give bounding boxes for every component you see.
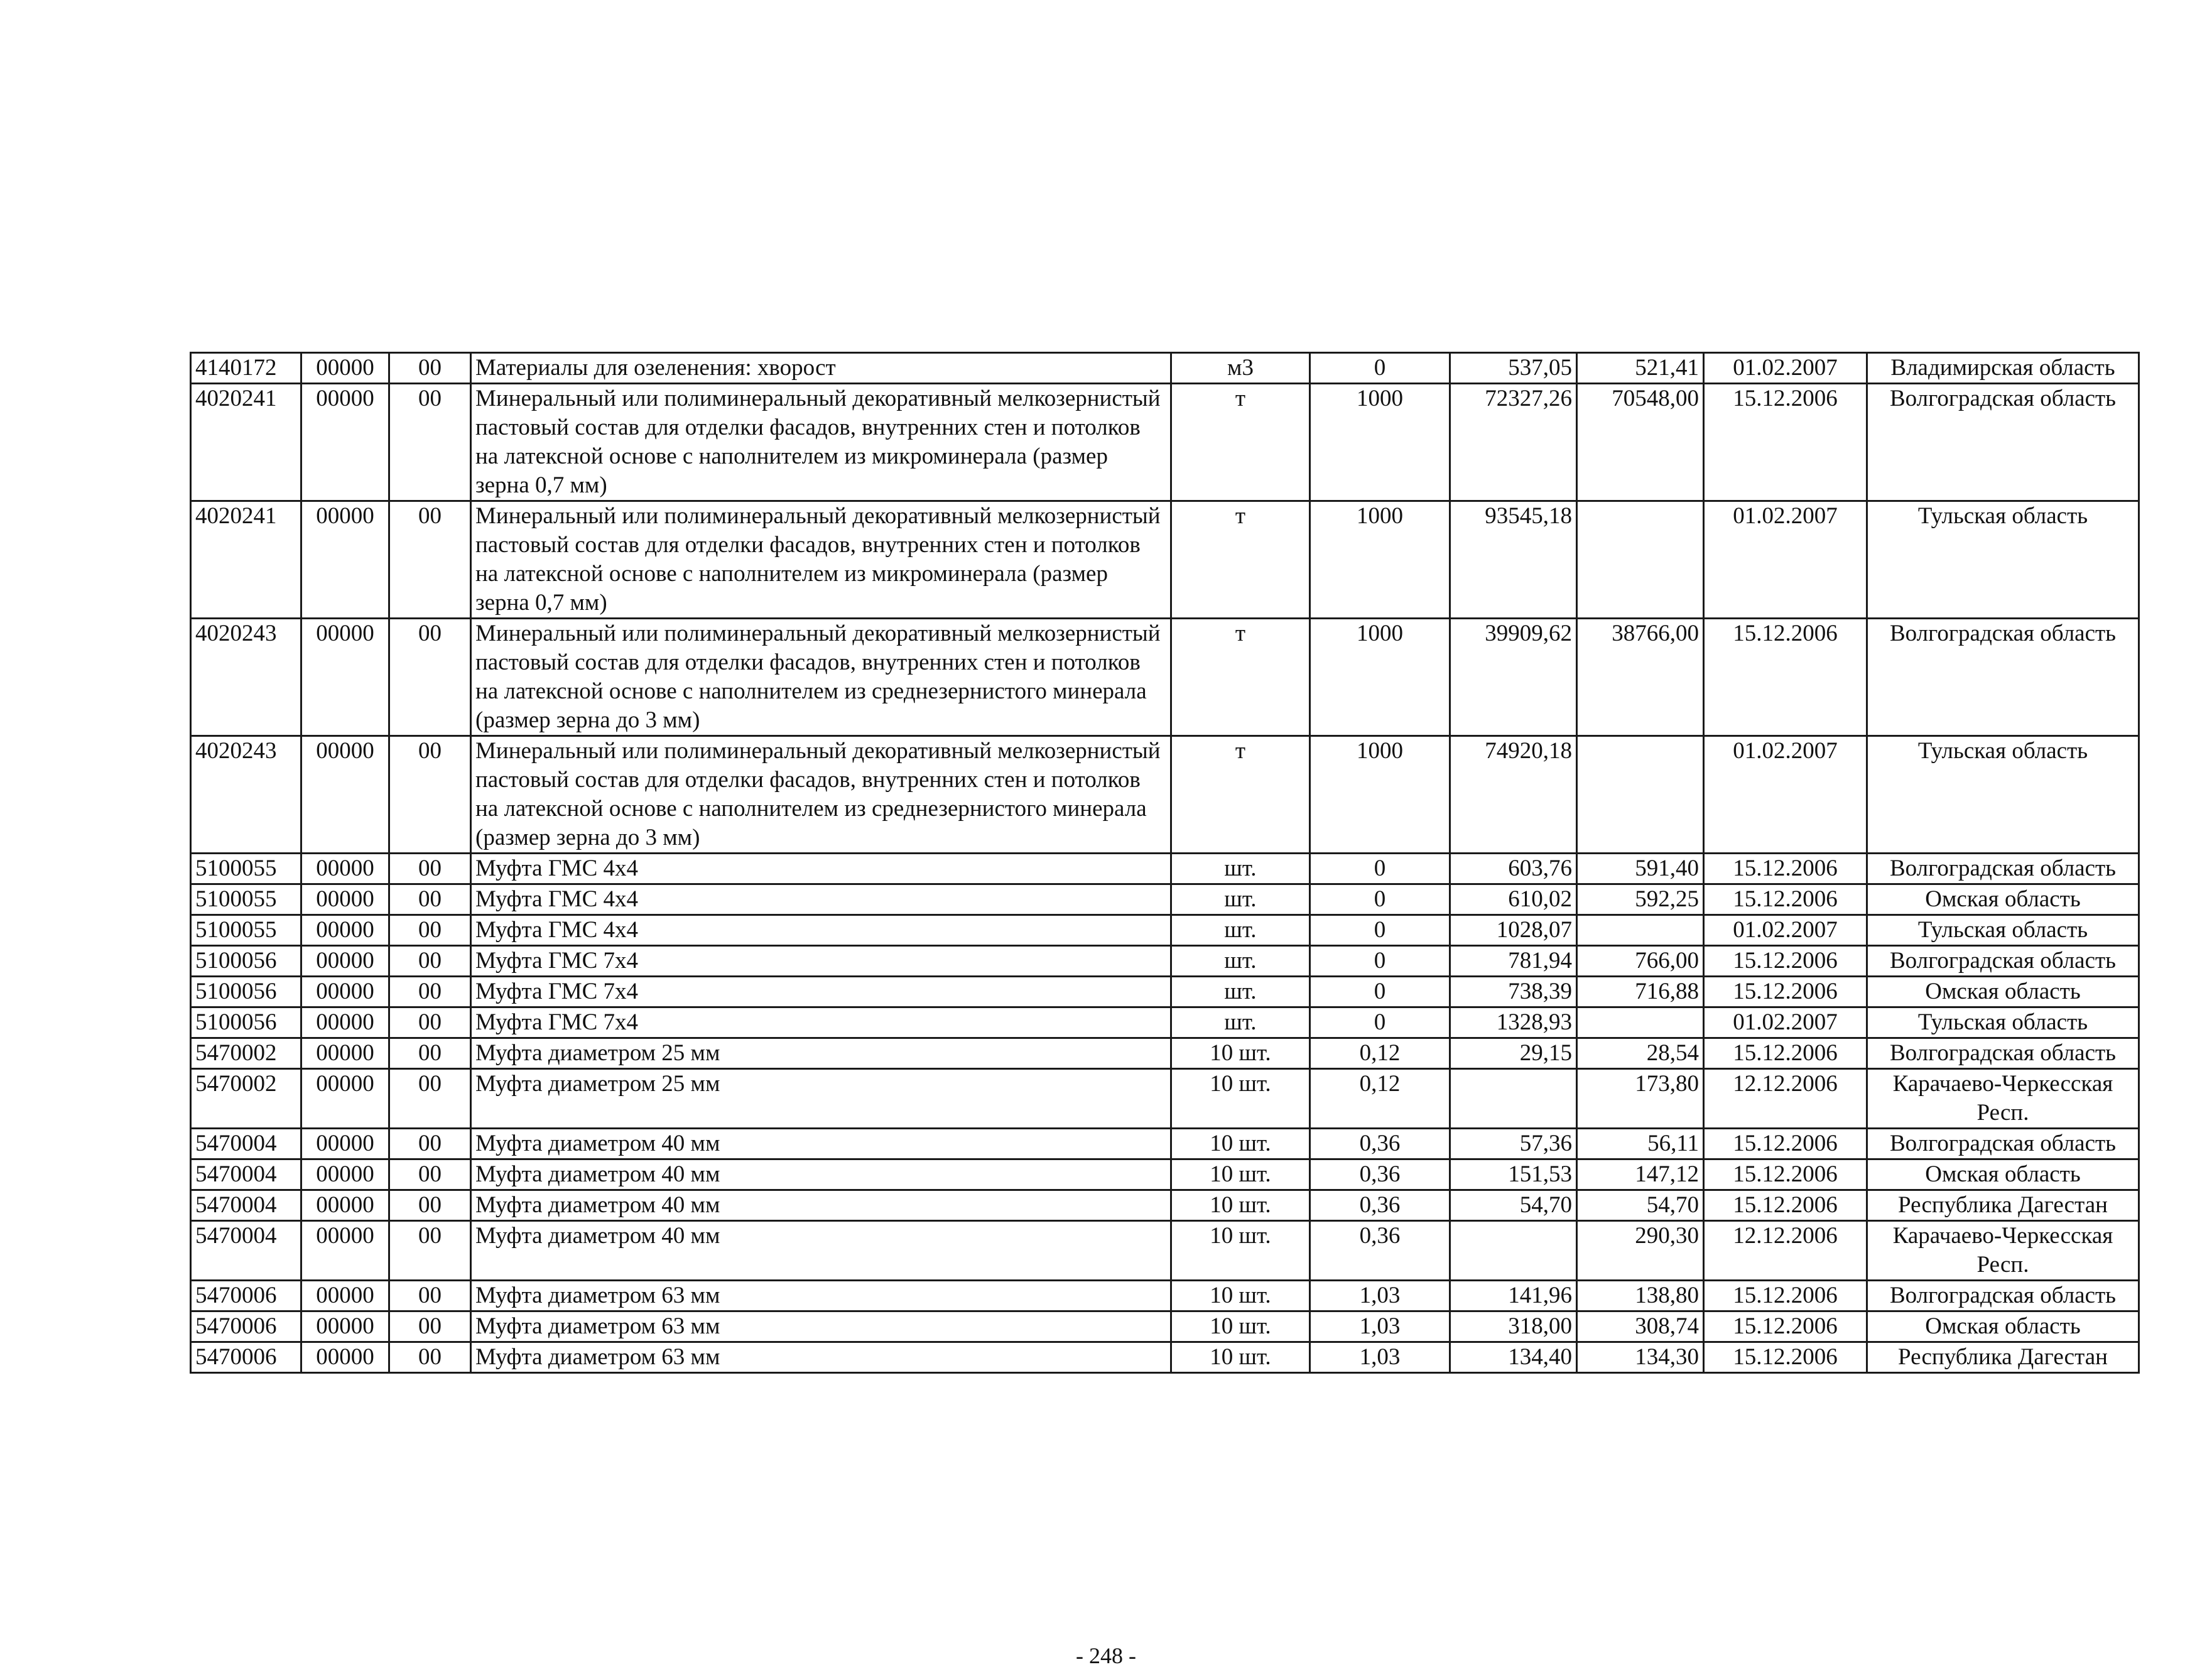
table-row xyxy=(191,1038,2139,1069)
cell-date: 15.12.2006 xyxy=(1704,854,1867,884)
cell-index: 00 xyxy=(389,353,471,384)
cell-price-1: 72327,26 xyxy=(1450,384,1577,501)
cell-price-2: 134,30 xyxy=(1577,1342,1704,1373)
cell-unit: 10 шт. xyxy=(1171,1190,1310,1221)
cell-price-1: 603,76 xyxy=(1450,854,1577,884)
cell-date: 15.12.2006 xyxy=(1704,384,1867,501)
cell-unit: 10 шт. xyxy=(1171,1069,1310,1129)
cell-price-1: 151,53 xyxy=(1450,1159,1577,1190)
cell-price-2: 70548,00 xyxy=(1577,384,1704,501)
cell-subcode: 00000 xyxy=(301,1342,389,1373)
table-row xyxy=(191,1311,2139,1342)
cell-index: 00 xyxy=(389,1281,471,1311)
table-row xyxy=(191,736,2139,854)
cell-date: 15.12.2006 xyxy=(1704,884,1867,915)
cell-name: Муфта диаметром 40 мм xyxy=(471,1190,1171,1221)
cell-unit: шт. xyxy=(1171,977,1310,1007)
cell-unit: шт. xyxy=(1171,884,1310,915)
table-row xyxy=(191,1281,2139,1311)
table-row xyxy=(191,884,2139,915)
cell-unit: шт. xyxy=(1171,1007,1310,1038)
cell-date: 15.12.2006 xyxy=(1704,1311,1867,1342)
cell-name: Муфта диаметром 63 мм xyxy=(471,1311,1171,1342)
cell-unit: шт. xyxy=(1171,915,1310,946)
cell-date: 15.12.2006 xyxy=(1704,1281,1867,1311)
cell-region: Республика Дагестан xyxy=(1867,1342,2139,1373)
cell-date: 15.12.2006 xyxy=(1704,1038,1867,1069)
cell-code: 5470004 xyxy=(191,1129,301,1159)
cell-index: 00 xyxy=(389,736,471,854)
cell-date: 15.12.2006 xyxy=(1704,1190,1867,1221)
cell-unit: 10 шт. xyxy=(1171,1038,1310,1069)
cell-code: 5470004 xyxy=(191,1190,301,1221)
cell-code: 5100055 xyxy=(191,854,301,884)
table-row xyxy=(191,1221,2139,1281)
cell-unit: 10 шт. xyxy=(1171,1129,1310,1159)
cell-quantity: 0 xyxy=(1310,854,1450,884)
cell-code: 5470002 xyxy=(191,1038,301,1069)
cell-unit: шт. xyxy=(1171,854,1310,884)
cell-unit: 10 шт. xyxy=(1171,1342,1310,1373)
cell-region: Волгоградская область xyxy=(1867,384,2139,501)
cell-subcode: 00000 xyxy=(301,1007,389,1038)
cell-name: Минеральный или полиминеральный декоративный мелкозернистый пастовый состав для отделки фасадов, внутренних стен и потолков на латексной основе с наполнителем из среднезернистого минерала (размер зерна до 3 мм) xyxy=(471,736,1171,854)
cell-price-2: 147,12 xyxy=(1577,1159,1704,1190)
cell-code: 5470006 xyxy=(191,1281,301,1311)
cell-name: Муфта диаметром 40 мм xyxy=(471,1221,1171,1281)
cell-price-1: 134,40 xyxy=(1450,1342,1577,1373)
cell-price-1: 537,05 xyxy=(1450,353,1577,384)
table-row xyxy=(191,1159,2139,1190)
cell-price-1: 74920,18 xyxy=(1450,736,1577,854)
price-table xyxy=(190,352,2140,1374)
cell-unit: м3 xyxy=(1171,353,1310,384)
cell-price-1: 141,96 xyxy=(1450,1281,1577,1311)
cell-price-1: 1328,93 xyxy=(1450,1007,1577,1038)
cell-name: Муфта ГМС 4х4 xyxy=(471,884,1171,915)
cell-index: 00 xyxy=(389,884,471,915)
table-row xyxy=(191,384,2139,501)
cell-name: Материалы для озеленения: хворост xyxy=(471,353,1171,384)
cell-index: 00 xyxy=(389,619,471,736)
cell-unit: т xyxy=(1171,736,1310,854)
cell-unit: т xyxy=(1171,384,1310,501)
cell-index: 00 xyxy=(389,1007,471,1038)
cell-subcode: 00000 xyxy=(301,854,389,884)
cell-subcode: 00000 xyxy=(301,353,389,384)
cell-quantity: 1000 xyxy=(1310,384,1450,501)
cell-subcode: 00000 xyxy=(301,736,389,854)
cell-region: Тульская область xyxy=(1867,915,2139,946)
cell-region: Омская область xyxy=(1867,884,2139,915)
cell-quantity: 0 xyxy=(1310,353,1450,384)
cell-region: Владимирская область xyxy=(1867,353,2139,384)
cell-code: 5100055 xyxy=(191,884,301,915)
cell-price-1: 57,36 xyxy=(1450,1129,1577,1159)
cell-name: Муфта диаметром 25 мм xyxy=(471,1038,1171,1069)
cell-date: 01.02.2007 xyxy=(1704,736,1867,854)
cell-price-2: 766,00 xyxy=(1577,946,1704,977)
cell-date: 01.02.2007 xyxy=(1704,501,1867,619)
cell-index: 00 xyxy=(389,1221,471,1281)
cell-region: Республика Дагестан xyxy=(1867,1190,2139,1221)
cell-quantity: 0,36 xyxy=(1310,1190,1450,1221)
cell-quantity: 1000 xyxy=(1310,619,1450,736)
cell-price-2: 308,74 xyxy=(1577,1311,1704,1342)
cell-subcode: 00000 xyxy=(301,384,389,501)
cell-price-1: 54,70 xyxy=(1450,1190,1577,1221)
cell-subcode: 00000 xyxy=(301,619,389,736)
cell-name: Минеральный или полиминеральный декоративный мелкозернистый пастовый состав для отделки фасадов, внутренних стен и потолков на латексной основе с наполнителем из среднезернистого минерала (размер зерна до 3 мм) xyxy=(471,619,1171,736)
cell-date: 12.12.2006 xyxy=(1704,1221,1867,1281)
cell-subcode: 00000 xyxy=(301,946,389,977)
cell-date: 15.12.2006 xyxy=(1704,1342,1867,1373)
cell-region: Омская область xyxy=(1867,977,2139,1007)
cell-price-1: 610,02 xyxy=(1450,884,1577,915)
cell-price-2: 28,54 xyxy=(1577,1038,1704,1069)
cell-price-2: 54,70 xyxy=(1577,1190,1704,1221)
cell-price-2: 591,40 xyxy=(1577,854,1704,884)
cell-subcode: 00000 xyxy=(301,1311,389,1342)
cell-price-2 xyxy=(1577,915,1704,946)
cell-price-1: 39909,62 xyxy=(1450,619,1577,736)
cell-quantity: 0,36 xyxy=(1310,1159,1450,1190)
cell-index: 00 xyxy=(389,1069,471,1129)
cell-price-2: 56,11 xyxy=(1577,1129,1704,1159)
cell-quantity: 1,03 xyxy=(1310,1281,1450,1311)
cell-date: 15.12.2006 xyxy=(1704,977,1867,1007)
cell-subcode: 00000 xyxy=(301,1129,389,1159)
cell-price-1 xyxy=(1450,1069,1577,1129)
cell-code: 5100056 xyxy=(191,1007,301,1038)
cell-date: 15.12.2006 xyxy=(1704,946,1867,977)
cell-region: Тульская область xyxy=(1867,1007,2139,1038)
cell-name: Муфта ГМС 4х4 xyxy=(471,915,1171,946)
cell-price-2: 521,41 xyxy=(1577,353,1704,384)
table-row xyxy=(191,854,2139,884)
cell-subcode: 00000 xyxy=(301,977,389,1007)
cell-code: 5100056 xyxy=(191,946,301,977)
cell-date: 01.02.2007 xyxy=(1704,915,1867,946)
cell-quantity: 1000 xyxy=(1310,736,1450,854)
cell-subcode: 00000 xyxy=(301,1069,389,1129)
cell-name: Муфта диаметром 40 мм xyxy=(471,1129,1171,1159)
cell-name: Муфта ГМС 7х4 xyxy=(471,1007,1171,1038)
cell-name: Муфта диаметром 63 мм xyxy=(471,1342,1171,1373)
cell-region: Волгоградская область xyxy=(1867,1038,2139,1069)
cell-price-1: 1028,07 xyxy=(1450,915,1577,946)
cell-quantity: 1,03 xyxy=(1310,1311,1450,1342)
cell-index: 00 xyxy=(389,1129,471,1159)
cell-index: 00 xyxy=(389,384,471,501)
cell-date: 15.12.2006 xyxy=(1704,1129,1867,1159)
cell-quantity: 0,12 xyxy=(1310,1069,1450,1129)
cell-subcode: 00000 xyxy=(301,1038,389,1069)
table-row xyxy=(191,1069,2139,1129)
cell-price-2 xyxy=(1577,1007,1704,1038)
cell-unit: шт. xyxy=(1171,946,1310,977)
cell-price-2 xyxy=(1577,736,1704,854)
cell-quantity: 0 xyxy=(1310,946,1450,977)
cell-quantity: 0,36 xyxy=(1310,1221,1450,1281)
cell-quantity: 0 xyxy=(1310,915,1450,946)
cell-region: Волгоградская область xyxy=(1867,946,2139,977)
table-row xyxy=(191,1129,2139,1159)
cell-subcode: 00000 xyxy=(301,501,389,619)
cell-index: 00 xyxy=(389,915,471,946)
cell-code: 4020243 xyxy=(191,736,301,854)
cell-code: 5470004 xyxy=(191,1159,301,1190)
cell-price-1: 781,94 xyxy=(1450,946,1577,977)
cell-code: 5100055 xyxy=(191,915,301,946)
cell-index: 00 xyxy=(389,1342,471,1373)
cell-index: 00 xyxy=(389,1038,471,1069)
cell-unit: 10 шт. xyxy=(1171,1281,1310,1311)
cell-quantity: 0 xyxy=(1310,1007,1450,1038)
cell-quantity: 0 xyxy=(1310,884,1450,915)
cell-price-2 xyxy=(1577,501,1704,619)
cell-name: Муфта диаметром 40 мм xyxy=(471,1159,1171,1190)
cell-price-2: 592,25 xyxy=(1577,884,1704,915)
page-number: - 248 - xyxy=(1076,1643,1136,1668)
cell-date: 01.02.2007 xyxy=(1704,353,1867,384)
cell-code: 4020243 xyxy=(191,619,301,736)
cell-code: 4140172 xyxy=(191,353,301,384)
cell-code: 5100056 xyxy=(191,977,301,1007)
cell-price-1: 318,00 xyxy=(1450,1311,1577,1342)
cell-price-1: 93545,18 xyxy=(1450,501,1577,619)
cell-date: 15.12.2006 xyxy=(1704,1159,1867,1190)
cell-quantity: 1,03 xyxy=(1310,1342,1450,1373)
cell-index: 00 xyxy=(389,854,471,884)
table-row xyxy=(191,619,2139,736)
cell-unit: т xyxy=(1171,501,1310,619)
cell-quantity: 0,12 xyxy=(1310,1038,1450,1069)
cell-date: 12.12.2006 xyxy=(1704,1069,1867,1129)
cell-region: Волгоградская область xyxy=(1867,619,2139,736)
cell-name: Минеральный или полиминеральный декоративный мелкозернистый пастовый состав для отделки фасадов, внутренних стен и потолков на латексной основе с наполнителем из микроминерала (размер зерна 0,7 мм) xyxy=(471,384,1171,501)
cell-region: Карачаево-Черкесская Респ. xyxy=(1867,1069,2139,1129)
cell-unit: 10 шт. xyxy=(1171,1311,1310,1342)
cell-name: Муфта ГМС 7х4 xyxy=(471,977,1171,1007)
cell-name: Муфта ГМС 4х4 xyxy=(471,854,1171,884)
cell-unit: 10 шт. xyxy=(1171,1221,1310,1281)
cell-subcode: 00000 xyxy=(301,1190,389,1221)
cell-region: Волгоградская область xyxy=(1867,1281,2139,1311)
cell-quantity: 0,36 xyxy=(1310,1129,1450,1159)
cell-region: Волгоградская область xyxy=(1867,1129,2139,1159)
cell-quantity: 1000 xyxy=(1310,501,1450,619)
cell-code: 5470006 xyxy=(191,1342,301,1373)
cell-code: 5470006 xyxy=(191,1311,301,1342)
cell-price-2: 173,80 xyxy=(1577,1069,1704,1129)
cell-subcode: 00000 xyxy=(301,1281,389,1311)
table-row xyxy=(191,915,2139,946)
cell-index: 00 xyxy=(389,1311,471,1342)
price-table-body xyxy=(191,353,2139,1373)
cell-region: Тульская область xyxy=(1867,736,2139,854)
cell-region: Омская область xyxy=(1867,1311,2139,1342)
cell-index: 00 xyxy=(389,977,471,1007)
cell-code: 5470002 xyxy=(191,1069,301,1129)
cell-code: 5470004 xyxy=(191,1221,301,1281)
cell-region: Карачаево-Черкесская Респ. xyxy=(1867,1221,2139,1281)
cell-index: 00 xyxy=(389,501,471,619)
cell-region: Тульская область xyxy=(1867,501,2139,619)
cell-subcode: 00000 xyxy=(301,1159,389,1190)
cell-unit: т xyxy=(1171,619,1310,736)
table-row xyxy=(191,946,2139,977)
table-row xyxy=(191,1342,2139,1373)
cell-subcode: 00000 xyxy=(301,1221,389,1281)
cell-price-2: 138,80 xyxy=(1577,1281,1704,1311)
cell-index: 00 xyxy=(389,1159,471,1190)
cell-price-1: 738,39 xyxy=(1450,977,1577,1007)
cell-code: 4020241 xyxy=(191,501,301,619)
cell-name: Минеральный или полиминеральный декоративный мелкозернистый пастовый состав для отделки фасадов, внутренних стен и потолков на латексной основе с наполнителем из микроминерала (размер зерна 0,7 мм) xyxy=(471,501,1171,619)
cell-price-2: 290,30 xyxy=(1577,1221,1704,1281)
cell-price-2: 716,88 xyxy=(1577,977,1704,1007)
cell-unit: 10 шт. xyxy=(1171,1159,1310,1190)
cell-index: 00 xyxy=(389,946,471,977)
cell-subcode: 00000 xyxy=(301,915,389,946)
cell-code: 4020241 xyxy=(191,384,301,501)
cell-name: Муфта диаметром 63 мм xyxy=(471,1281,1171,1311)
cell-index: 00 xyxy=(389,1190,471,1221)
table-row xyxy=(191,501,2139,619)
cell-price-2: 38766,00 xyxy=(1577,619,1704,736)
cell-quantity: 0 xyxy=(1310,977,1450,1007)
cell-region: Волгоградская область xyxy=(1867,854,2139,884)
table-row xyxy=(191,353,2139,384)
cell-region: Омская область xyxy=(1867,1159,2139,1190)
table-row xyxy=(191,1190,2139,1221)
cell-name: Муфта ГМС 7х4 xyxy=(471,946,1171,977)
table-row xyxy=(191,977,2139,1007)
cell-name: Муфта диаметром 25 мм xyxy=(471,1069,1171,1129)
cell-price-1 xyxy=(1450,1221,1577,1281)
cell-date: 01.02.2007 xyxy=(1704,1007,1867,1038)
cell-date: 15.12.2006 xyxy=(1704,619,1867,736)
cell-subcode: 00000 xyxy=(301,884,389,915)
table-row xyxy=(191,1007,2139,1038)
cell-price-1: 29,15 xyxy=(1450,1038,1577,1069)
